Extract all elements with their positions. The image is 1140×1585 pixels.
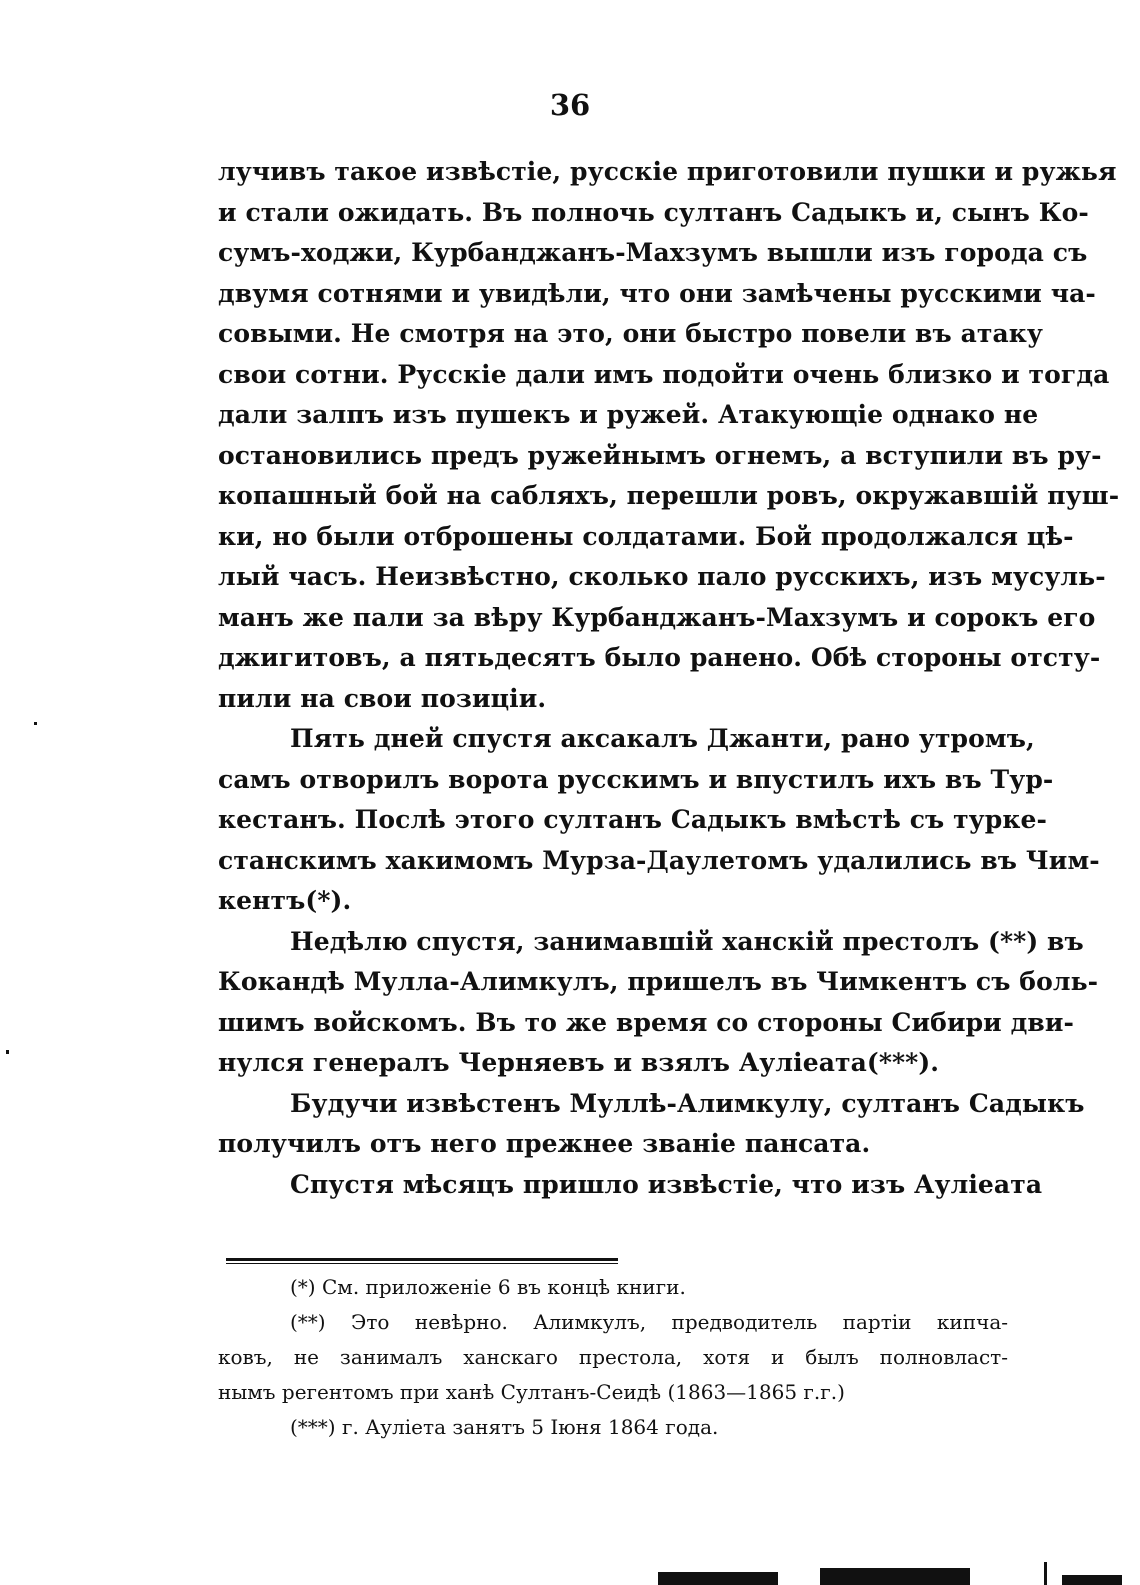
text-line: Спустя мѣсяцъ пришло извѣстіе, что изъ Ауліеата [290, 1169, 1043, 1199]
text-line: двумя сотнями и увидѣли, что они замѣчены русскими ча- [218, 278, 1096, 308]
scan-edge-mark [1062, 1575, 1122, 1585]
text-line: лучивъ такое извѣстіе, русскіе приготовили пушки и ружья [218, 157, 1117, 186]
text-line: сумъ-ходжи, Курбанджанъ-Махзумъ вышли изъ города съ [218, 238, 1088, 267]
text-line: получилъ отъ него прежнее званіе пансата. [218, 1129, 871, 1158]
footnote-separator [226, 1258, 618, 1264]
scan-edge-mark [1044, 1562, 1047, 1585]
footnote-line: (***) г. Ауліета занятъ 5 Іюня 1864 года. [290, 1415, 719, 1439]
body-text [218, 152, 1120, 1205]
footnote-line: нымъ регентомъ при ханѣ Султанъ-Сеидѣ (1863—1865 г.г.) [218, 1380, 845, 1404]
text-line: ки, но были отброшены солдатами. Бой продолжался цѣ- [218, 521, 1074, 551]
text-line: остановились предъ ружейнымъ огнемъ, а вступили въ ру- [218, 440, 1102, 470]
text-line: джигитовъ, а пятьдесятъ было ранено. Обѣ стороны отсту- [218, 643, 1101, 672]
text-line: совыми. Не смотря на это, они быстро повели въ атаку [218, 319, 1044, 348]
text-line: Недѣлю спустя, занимавшій ханскій престолъ (**) въ [290, 926, 1084, 956]
text-line: дали залпъ изъ пушекъ и ружей. Атакующіе однако не [218, 400, 1039, 429]
text-line: нулся генералъ Черняевъ и взялъ Ауліеата(***). [218, 1048, 940, 1077]
scan-mark [6, 1050, 9, 1054]
footnote-line: ковъ, не занималъ ханскаго престола, хотя и былъ полновласт- [218, 1345, 1008, 1369]
scan-edge-mark [658, 1572, 778, 1585]
footnote-line: (**) Это невѣрно. Алимкулъ, предводитель партіи кипча- [290, 1310, 1008, 1334]
text-line: шимъ войскомъ. Въ то же время со стороны Сибири дви- [218, 1007, 1074, 1037]
text-line: пили на свои позиціи. [218, 683, 547, 713]
text-line: станскимъ хакимомъ Мурза-Даулетомъ удалились въ Чим- [218, 845, 1100, 875]
text-line: копашный бой на сабляхъ, перешли ровъ, окружавшій пуш- [218, 481, 1120, 510]
text-line: Кокандѣ Мулла-Алимкулъ, пришелъ въ Чимкентъ съ боль- [218, 967, 1099, 996]
text-line: свои сотни. Русскіе дали имъ подойти очень близко и тогда [218, 359, 1110, 389]
text-line: лый часъ. Неизвѣстно, сколько пало русскихъ, изъ мусуль- [218, 562, 1106, 591]
text-line: кестанъ. Послѣ этого султанъ Садыкъ вмѣстѣ съ турке- [218, 805, 1048, 834]
footnotes [218, 1270, 1008, 1445]
text-line: самъ отворилъ ворота русскимъ и впустилъ ихъ въ Тур- [218, 764, 1054, 794]
scan-edge-mark [820, 1568, 970, 1585]
page-number: 36 [549, 88, 591, 122]
text-line: кентъ(*). [218, 886, 352, 915]
text-line: Будучи извѣстенъ Муллѣ-Алимкулу, султанъ Садыкъ [290, 1088, 1085, 1118]
text-line: и стали ожидать. Въ полночь султанъ Садыкъ и, сынъ Ко- [218, 197, 1089, 227]
scan-mark [34, 722, 37, 725]
footnote-line: (*) См. приложеніе 6 въ концѣ книги. [290, 1275, 686, 1299]
text-line: манъ же пали за вѣру Курбанджанъ-Махзумъ и сорокъ его [218, 602, 1096, 632]
text-line: Пять дней спустя аксакалъ Джанти, рано утромъ, [290, 724, 1035, 753]
